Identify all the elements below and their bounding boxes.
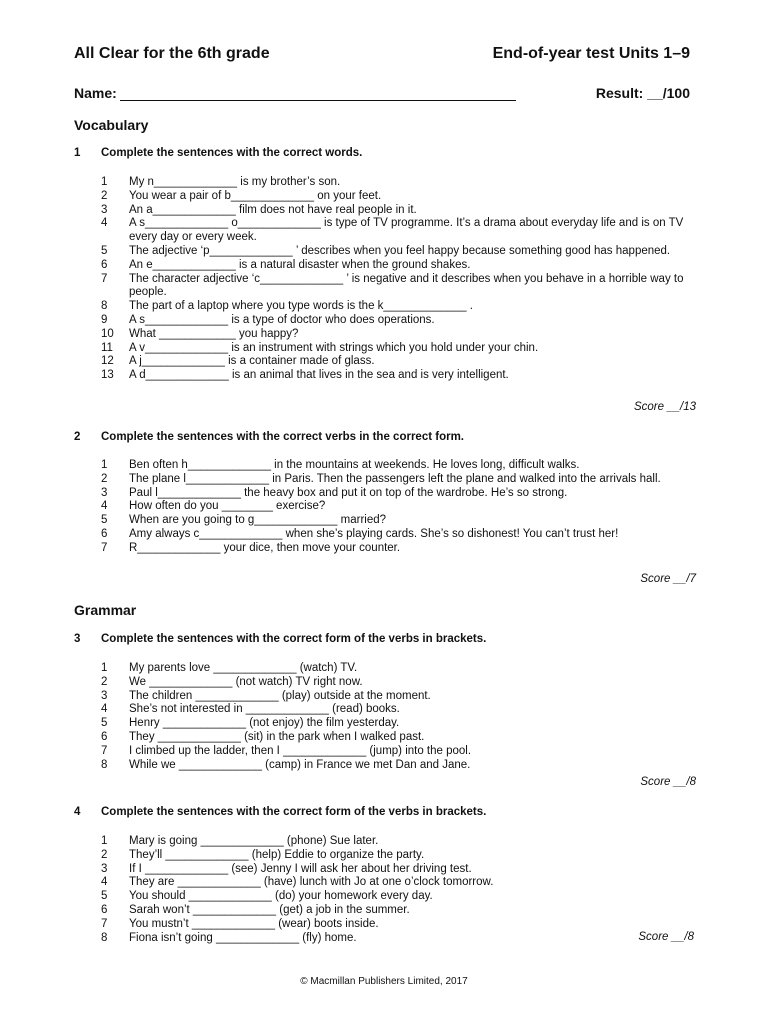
item-number: 5 [101, 244, 108, 257]
item-number: 7 [101, 744, 108, 757]
item-text: The adjective ‘p_____________ ’ describes when you feel happy because something good has happened. [129, 244, 671, 257]
copyright-footer: © Macmillan Publishers Limited, 2017 [300, 976, 468, 987]
item-text: We _____________ (not watch) TV right now. [129, 675, 363, 688]
score-label: Score __/13 [633, 401, 696, 413]
list-item [101, 528, 689, 542]
list-item [101, 662, 689, 676]
item-number: 9 [101, 313, 108, 326]
item-number: 10 [101, 327, 114, 340]
item-text: The character adjective ‘c_____________ ’ is negative and it describes when you behave in a horrible way to people. [129, 272, 684, 299]
exercise-2-items [101, 459, 689, 556]
item-number: 1 [101, 459, 108, 471]
item-text: An e_____________ is a natural disaster when the ground shakes. [129, 258, 471, 271]
item-number: 4 [101, 703, 108, 716]
item-number: 6 [101, 903, 108, 916]
item-number: 8 [101, 300, 108, 313]
list-item [101, 676, 689, 690]
item-number: 7 [101, 917, 108, 930]
item-text: Paul l_____________ the heavy box and put it on top of the wardrobe. He’s so strong. [129, 486, 568, 499]
item-number: 5 [101, 890, 108, 903]
item-text: How often do you ________ exercise? [129, 500, 326, 513]
list-item [101, 487, 689, 501]
name-label: Name: [74, 85, 117, 101]
item-text: If I _____________ (see) Jenny I will ask her about her driving test. [129, 862, 472, 875]
list-item [101, 759, 689, 773]
item-text: My n_____________ is my brother’s son. [129, 176, 341, 188]
list-item [101, 918, 689, 932]
exercise-instruction: Complete the sentences with the correct form of the verbs in brackets. [101, 633, 487, 645]
item-text: Mary is going _____________ (phone) Sue later. [129, 835, 379, 847]
section-heading-grammar: Grammar [74, 602, 137, 618]
item-text: She’s not interested in _____________ (read) books. [129, 703, 400, 716]
score-label: Score __/7 [640, 573, 696, 585]
item-number: 5 [101, 514, 108, 527]
list-item [101, 245, 689, 259]
item-number: 2 [101, 189, 108, 202]
item-number: 3 [101, 486, 108, 499]
item-text: You wear a pair of b_____________ on your feet. [129, 189, 382, 202]
list-item [101, 835, 689, 849]
item-number: 2 [101, 675, 108, 688]
list-item [101, 876, 689, 890]
test-title: End-of-year test Units 1–9 [492, 45, 690, 62]
item-number: 6 [101, 730, 108, 743]
item-text: R_____________ your dice, then move your counter. [129, 541, 401, 554]
item-text: When are you going to g_____________ married? [129, 514, 387, 527]
item-text: A s_____________ o_____________ is type of TV programme. It’s a drama about everyday life and is on TV every day or every week. [129, 217, 684, 244]
item-text: Henry _____________ (not enjoy) the film yesterday. [129, 717, 400, 730]
item-number: 11 [101, 341, 113, 354]
item-number: 6 [101, 258, 108, 271]
item-text: I climbed up the ladder, then I _____________ (jump) into the pool. [129, 744, 472, 757]
item-text: My parents love _____________ (watch) TV. [129, 662, 358, 674]
document-title: All Clear for the 6th grade [74, 45, 270, 62]
item-text: You mustn’t _____________ (wear) boots inside. [129, 917, 379, 930]
item-text: A j_____________ is a container made of glass. [129, 355, 375, 368]
list-item [101, 542, 689, 556]
list-item [101, 863, 689, 877]
item-text: You should _____________ (do) your homework every day. [129, 890, 433, 903]
item-number: 8 [101, 931, 108, 944]
item-text: While we _____________ (camp) in France we met Dan and Jane. [129, 758, 471, 771]
list-item [101, 473, 689, 487]
list-item [101, 904, 689, 918]
item-number: 1 [101, 835, 108, 847]
exercise-4-items [101, 835, 689, 945]
list-item [101, 932, 689, 946]
item-number: 5 [101, 717, 108, 730]
list-item [101, 703, 689, 717]
item-text: They _____________ (sit) in the park when I walked past. [129, 730, 425, 743]
list-item [101, 190, 689, 204]
list-item [101, 328, 689, 342]
list-item [101, 717, 689, 731]
item-number: 4 [101, 500, 108, 513]
item-text: A s_____________ is a type of doctor who does operations. [129, 313, 435, 326]
list-item [101, 273, 689, 301]
item-text: Fiona isn’t going _____________ (fly) home. [129, 931, 357, 944]
list-item [101, 731, 689, 745]
item-text: The plane l_____________ in Paris. Then the passengers left the plane and walked into the arrivals hall. [129, 472, 661, 485]
exercise-3-items [101, 662, 689, 772]
item-text: They are _____________ (have) lunch with Jo at one o’clock tomorrow. [129, 876, 494, 889]
item-number: 7 [101, 541, 108, 554]
item-number: 1 [101, 662, 108, 674]
list-item [101, 369, 689, 383]
exercise-number: 2 [74, 431, 81, 443]
list-item [101, 342, 689, 356]
list-item [101, 176, 689, 190]
list-item [101, 204, 689, 218]
item-number: 7 [101, 272, 108, 285]
score-label: Score __/8 [638, 931, 694, 943]
section-heading-vocabulary: Vocabulary [74, 117, 149, 133]
result-label: Result: __/100 [595, 85, 690, 101]
exercise-instruction: Complete the sentences with the correct form of the verbs in brackets. [101, 806, 487, 818]
list-item [101, 745, 689, 759]
item-number: 2 [101, 848, 108, 861]
exercise-number: 1 [74, 147, 81, 159]
item-text: Ben often h_____________ in the mountains at weekends. He loves long, difficult walks. [129, 459, 580, 471]
list-item [101, 300, 689, 314]
item-number: 4 [101, 876, 108, 889]
item-text: A d_____________ is an animal that lives in the sea and is very intelligent. [129, 369, 509, 382]
item-number: 3 [101, 862, 108, 875]
list-item [101, 849, 689, 863]
list-item [101, 500, 689, 514]
item-text: They’ll _____________ (help) Eddie to organize the party. [129, 848, 425, 861]
exercise-number: 3 [74, 633, 81, 645]
list-item [101, 690, 689, 704]
item-text: Sarah won’t _____________ (get) a job in the summer. [129, 903, 410, 916]
item-number: 3 [101, 689, 108, 702]
item-text: A v_____________ is an instrument with strings which you hold under your chin. [129, 341, 539, 354]
list-item [101, 314, 689, 328]
item-number: 6 [101, 527, 108, 540]
name-line[interactable] [120, 86, 516, 101]
exercise-instruction: Complete the sentences with the correct verbs in the correct form. [101, 431, 464, 443]
item-number: 8 [101, 758, 108, 771]
exercise-instruction: Complete the sentences with the correct words. [101, 147, 363, 159]
item-number: 3 [101, 203, 108, 216]
list-item [101, 890, 689, 904]
list-item [101, 514, 689, 528]
exercise-number: 4 [74, 806, 81, 818]
list-item [101, 217, 689, 245]
item-text: What ____________ you happy? [129, 327, 299, 340]
item-number: 4 [101, 217, 108, 230]
item-text: The children _____________ (play) outside at the moment. [129, 689, 431, 702]
item-text: An a_____________ film does not have real people in it. [129, 203, 417, 216]
item-number: 13 [101, 369, 114, 382]
item-number: 1 [101, 176, 108, 188]
item-text: Amy always c_____________ when she’s playing cards. She’s so dishonest! You can’t trust her! [129, 527, 619, 540]
score-label: Score __/8 [640, 776, 696, 788]
item-number: 2 [101, 472, 108, 485]
exercise-1-items [101, 176, 689, 383]
item-number: 12 [101, 355, 114, 368]
list-item [101, 259, 689, 273]
list-item [101, 355, 689, 369]
item-text: The part of a laptop where you type words is the k_____________ . [129, 300, 473, 313]
list-item [101, 459, 689, 473]
